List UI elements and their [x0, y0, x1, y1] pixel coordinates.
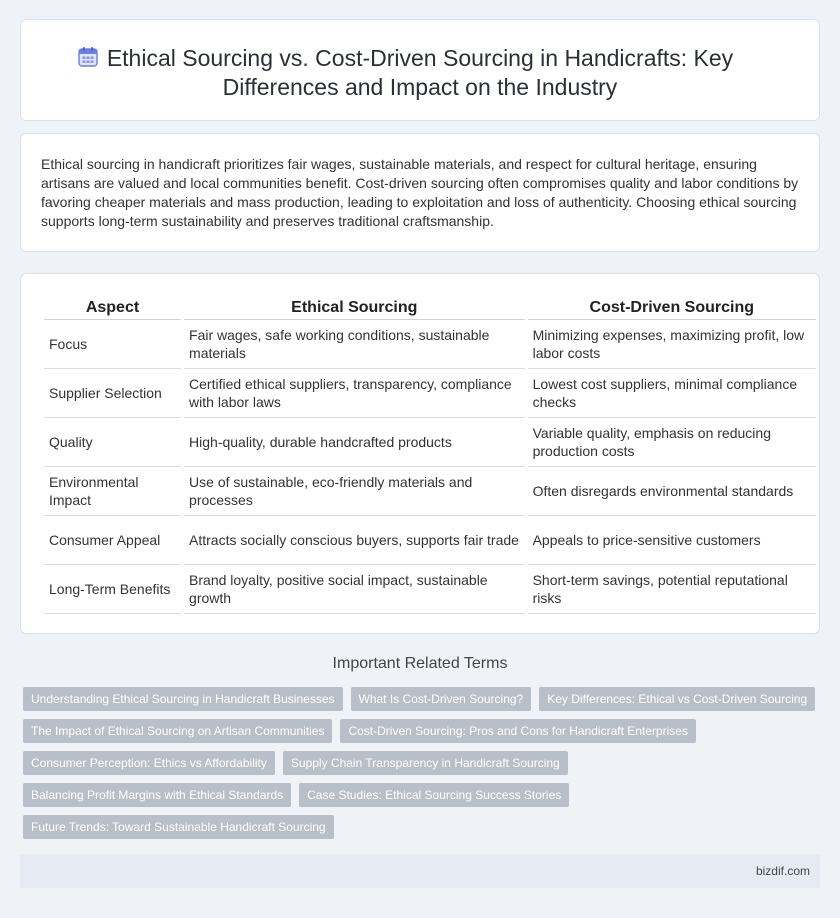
related-term-tag[interactable]: Consumer Perception: Ethics vs Affordability — [23, 751, 275, 775]
row-ethical: High-quality, durable handcrafted products — [184, 418, 525, 467]
related-term-tag[interactable]: Key Differences: Ethical vs Cost-Driven Sourcing — [539, 687, 815, 711]
related-term-tag[interactable]: Future Trends: Toward Sustainable Handicraft Sourcing — [23, 815, 334, 839]
row-ethical: Attracts socially conscious buyers, supports fair trade — [184, 516, 525, 565]
table-row — [44, 369, 816, 418]
site-name[interactable]: bizdif.com — [755, 864, 810, 878]
related-term-tag[interactable]: Cost-Driven Sourcing: Pros and Cons for Handicraft Enterprises — [340, 719, 695, 743]
related-term-tag[interactable]: Supply Chain Transparency in Handicraft Sourcing — [283, 751, 568, 775]
row-ethical: Certified ethical suppliers, transparency, compliance with labor laws — [184, 369, 525, 418]
row-cost-driven: Lowest cost suppliers, minimal compliance checks — [528, 369, 816, 418]
table-row — [44, 418, 816, 467]
row-ethical: Brand loyalty, positive social impact, sustainable growth — [184, 565, 525, 614]
comparison-table — [41, 296, 819, 614]
table-row — [44, 320, 816, 369]
row-cost-driven: Often disregards environmental standards — [528, 467, 816, 516]
row-aspect: Long-Term Benefits — [44, 565, 181, 614]
header-aspect: Aspect — [44, 296, 181, 320]
row-cost-driven: Minimizing expenses, maximizing profit, low labor costs — [528, 320, 816, 369]
row-cost-driven: Short-term savings, potential reputational risks — [528, 565, 816, 614]
intro-card — [20, 133, 820, 252]
header-cost-driven: Cost-Driven Sourcing — [528, 296, 816, 320]
row-cost-driven: Variable quality, emphasis on reducing production costs — [528, 418, 816, 467]
row-ethical: Use of sustainable, eco-friendly materials and processes — [184, 467, 525, 516]
related-term-tag[interactable]: The Impact of Ethical Sourcing on Artisan Communities — [23, 719, 332, 743]
comparison-card — [20, 273, 820, 634]
related-terms-heading: Important Related Terms — [332, 655, 508, 672]
table-row — [44, 467, 816, 516]
footer — [20, 854, 820, 888]
row-cost-driven: Appeals to price-sensitive customers — [528, 516, 816, 565]
row-aspect: Quality — [44, 418, 181, 467]
header-ethical: Ethical Sourcing — [184, 296, 525, 320]
related-term-tag[interactable]: Case Studies: Ethical Sourcing Success Stories — [299, 783, 569, 807]
table-header-row — [44, 296, 816, 320]
row-aspect: Supplier Selection — [44, 369, 181, 418]
row-aspect: Environmental Impact — [44, 467, 181, 516]
related-term-tag[interactable]: Understanding Ethical Sourcing in Handicraft Businesses — [23, 687, 343, 711]
row-ethical: Fair wages, safe working conditions, sustainable materials — [184, 320, 525, 369]
row-aspect: Consumer Appeal — [44, 516, 181, 565]
intro-paragraph: Ethical sourcing in handicraft prioritizes fair wages, sustainable materials, and respect for cultural heritage, ensuring artisans are valued and local communities benefit. Cost-driven sourcing often compromises quality and labor conditions by favoring cheaper materials and mass production, leading to exploitation and loss of authenticity. Choosing ethical sourcing supports long-term sustainability and preserves traditional craftsmanship. — [41, 156, 799, 229]
header-card — [20, 19, 820, 121]
related-term-tag[interactable]: What Is Cost-Driven Sourcing? — [351, 687, 532, 711]
related-term-tag[interactable]: Balancing Profit Margins with Ethical Standards — [23, 783, 291, 807]
table-row — [44, 565, 816, 614]
table-row — [44, 516, 816, 565]
page-title: Ethical Sourcing vs. Cost-Driven Sourcing in Handicrafts: Key Differences and Impact on the Industry — [106, 45, 734, 100]
row-aspect: Focus — [44, 320, 181, 369]
related-terms-list — [23, 687, 823, 839]
